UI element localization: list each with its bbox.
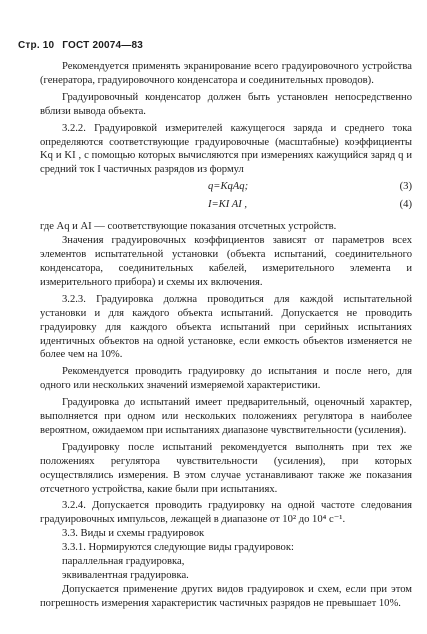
formula-row [40,180,412,198]
paragraph: 3.3.1. Нормируются следующие виды градуировок: [62,542,294,554]
paragraph: Рекомендуется проводить градуировку до испытания и после него, для одного или нескольких значений измеряемой характеристики. [40,366,412,392]
formula-charge: q=KqAq; [208,181,249,193]
formula-number: (3) [399,181,412,193]
document-body [40,60,412,611]
paragraph: 3.2.3. Градуировка должна проводиться для каждой испытательной установки и для каждого объекта испытаний. Допускается не проводить градуировку для каждого объекта испытаний при серийных испытаниях идентичных объектов на одной установке, если емкость объектов изменяется не более чем на 10%. [40,293,412,361]
list-item: параллельная градуировка, [62,556,185,568]
running-header [18,40,148,51]
formula-block [40,180,412,220]
formula-current: I=KI AI , [208,199,248,211]
paragraph: где Aq и AI — соответствующие показания отсчетных устройств. [40,221,337,233]
paragraph: Градуировку после испытаний рекомендуется выполнять при тех же положениях регулятора чувствительности (усиления), при которых осуществлялись измерения. В этом случае устанавливают также же показания отсчетного устройства, какие были при испытаниях. [40,441,412,495]
paragraph: Рекомендуется применять экранирование всего градуировочного устройства (генератора, градуировочного конденсатора и соединительных проводов). [40,61,412,86]
paragraph: 3.2.2. Градуировкой измерителей кажущегося заряда и среднего тока определяются соответствующие градуировочные (масштабные) коэффициенты Kq и KI , с помощью которых вычисляются при измерениях кажущийся заряд q и средний ток I частичных разрядов из формул [40,122,412,176]
formula-number: (4) [399,199,412,211]
paragraph: Градуировка до испытаний имеет предварительный, оценочный характер, выполняется при одном или нескольких положениях регулятора в наиболее вероятном, ожидаемом при испытаниях диапазоне чувствительности (усиления). [40,397,412,436]
standard-code: ГОСТ 20074—83 [62,40,144,51]
section-heading: 3.3. Виды и схемы градуировок [62,528,205,540]
formula-row [40,198,412,216]
paragraph: 3.2.4. Допускается проводить градуировку на одной частоте следования градуировочных импульсов, лежащей в диапазоне от 10² до 10⁴ с⁻¹. [40,500,412,526]
page-number: Стр. 10 [18,40,55,51]
list-item: эквивалентная градуировка. [62,570,189,581]
paragraph: Допускается применение других видов градуировок и схем, если при этом погрешность измерения характеристик частичных разрядов не превышает 10%. [40,583,412,609]
paragraph: Градуировочный конденсатор должен быть установлен непосредственно вблизи вывода объекта. [40,91,412,117]
paragraph: Значения градуировочных коэффициентов зависят от параметров всех элементов испытательной установки (объекта испытаний, соединительного конденсатора, соединительных кабелей, измерительного элемента и измерительного прибора) и схемы их включения. [40,235,412,288]
